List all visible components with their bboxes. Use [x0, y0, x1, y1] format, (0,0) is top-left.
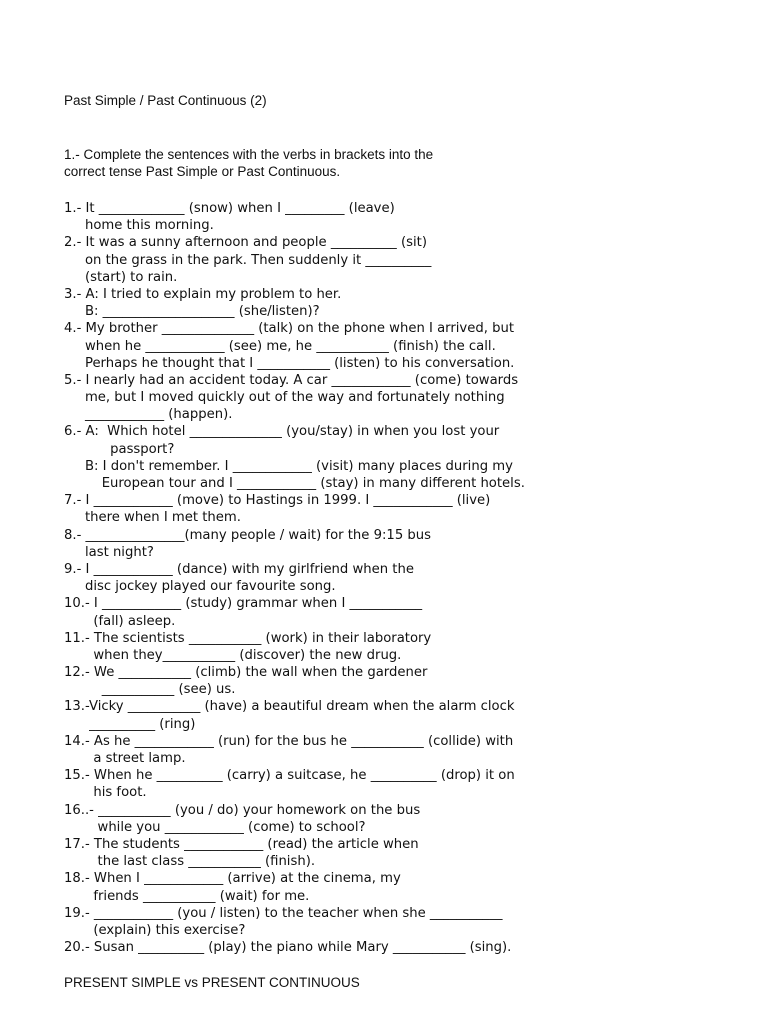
exercise-line: passport? — [64, 441, 175, 457]
exercise-line: while you ____________ (come) to school? — [64, 819, 366, 835]
instructions-line: 1.- Complete the sentences with the verbs in brackets into the — [64, 147, 434, 162]
exercise-line: ____________ (happen). — [64, 407, 233, 423]
exercise-line: friends ___________ (wait) for me. — [64, 888, 310, 904]
exercise-line: (explain) this exercise? — [64, 922, 246, 938]
exercise-line: 12.- We ___________ (climb) the wall when the gardener — [64, 665, 428, 681]
exercise-line: 6.- A: Which hotel ______________ (you/stay) in when you lost your — [64, 424, 500, 440]
exercise-line: there when I met them. — [64, 510, 241, 526]
exercise-line: a street lamp. — [64, 751, 186, 766]
exercise-line: 3.- A: I tried to explain my problem to her. — [64, 286, 342, 302]
exercise-line: the last class ___________ (finish). — [64, 854, 316, 870]
exercise-line: 7.- I ____________ (move) to Hastings in 1999. I ____________ (live) — [64, 493, 491, 509]
exercise-line: 14.- As he ____________ (run) for the bus he ___________ (collide) with — [64, 733, 514, 749]
exercise-line: (start) to rain. — [64, 269, 178, 285]
exercise-line: 19.- ____________ (you / listen) to the teacher when she ___________ — [64, 905, 503, 921]
exercise-line: Perhaps he thought that I ___________ (listen) to his conversation. — [64, 355, 515, 371]
exercise-line: 5.- I nearly had an accident today. A car ____________ (come) towards — [64, 372, 519, 388]
exercise-line: European tour and I ____________ (stay) in many different hotels. — [64, 476, 525, 491]
exercise-line: 18.- When I ____________ (arrive) at the cinema, my — [64, 871, 401, 887]
exercise-line: B: I don't remember. I ____________ (visit) many places during my — [64, 458, 513, 474]
exercise-line: __________ (ring) — [64, 716, 196, 732]
section-heading: PRESENT SIMPLE vs PRESENT CONTINUOUS — [64, 975, 360, 990]
exercise-line: me, but I moved quickly out of the way and fortunately nothing — [64, 390, 505, 406]
exercise-line: 8.- _______________(many people / wait) for the 9:15 bus — [64, 527, 431, 543]
exercise-line: 2.- It was a sunny afternoon and people __________ (sit) — [64, 235, 427, 251]
exercise-line: 4.- My brother ______________ (talk) on the phone when I arrived, but — [64, 321, 515, 337]
exercise-line: 13.-Vicky ___________ (have) a beautiful dream when the alarm clock — [64, 699, 515, 715]
exercise-line: on the grass in the park. Then suddenly it __________ — [64, 252, 432, 268]
exercise-line: (fall) asleep. — [64, 613, 176, 629]
exercise-line: home this morning. — [64, 218, 214, 234]
exercise-line: ___________ (see) us. — [64, 682, 236, 698]
exercise-line: 1.- It _____________ (snow) when I _________ (leave) — [64, 201, 395, 216]
exercise-line: 15.- When he __________ (carry) a suitcase, he __________ (drop) it on — [64, 768, 515, 784]
exercise-line: his foot. — [64, 785, 147, 801]
instructions-line: correct tense Past Simple or Past Continuous. — [64, 164, 341, 179]
exercise-line: 16..- ___________ (you / do) your homework on the bus — [64, 802, 421, 818]
exercise-line: B: ____________________ (she/listen)? — [64, 304, 320, 320]
exercise-line: 11.- The scientists ___________ (work) in their laboratory — [64, 630, 432, 646]
exercise-line: 9.- I ____________ (dance) with my girlfriend when the — [64, 561, 414, 577]
exercise-instructions — [64, 146, 504, 180]
exercise-line: when they___________ (discover) the new drug. — [64, 647, 402, 663]
exercise-line: disc jockey played our favourite song. — [64, 579, 336, 595]
exercise-line: 20.- Susan __________ (play) the piano while Mary ___________ (sing). — [64, 940, 512, 956]
exercise-line: when he ____________ (see) me, he ___________ (finish) the call. — [64, 338, 496, 354]
page-title: Past Simple / Past Continuous (2) — [64, 93, 267, 108]
exercise-line: last night? — [64, 544, 154, 560]
exercise-line: 17.- The students ____________ (read) the article when — [64, 836, 419, 852]
exercise-line: 10.- I ____________ (study) grammar when I ___________ — [64, 596, 423, 612]
exercise-list — [64, 200, 624, 956]
